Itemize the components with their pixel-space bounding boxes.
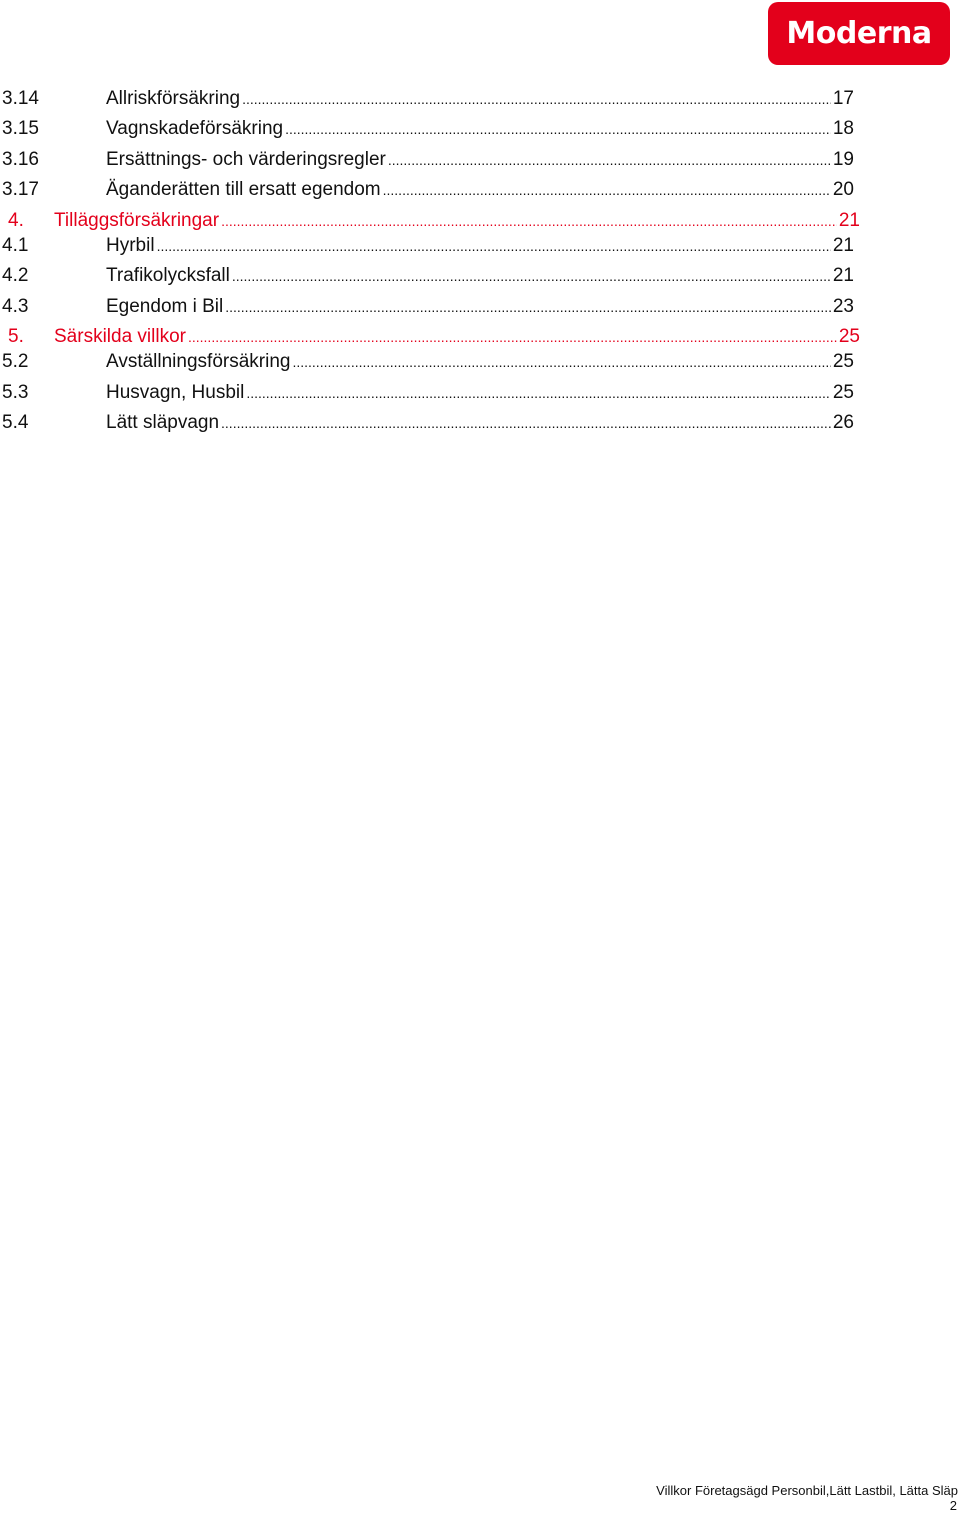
toc-page-number: 23 [832,296,854,317]
footer-page-number: 2 [949,1498,957,1513]
toc-row[interactable] [0,347,860,377]
toc-row[interactable] [0,231,860,261]
toc-number: 4. [8,210,24,231]
toc-row[interactable] [0,378,860,408]
toc-title: Särskilda villkor [54,326,186,347]
logo-text: Moderna [786,16,932,51]
toc-title: Avställningsförsäkring [106,351,291,372]
toc-page-number: 26 [832,412,854,433]
toc-row[interactable] [0,84,860,114]
toc-page-number: 21 [832,265,854,286]
toc-number: 5.4 [2,412,29,433]
toc-title: Ersättnings- och värderingsregler [106,149,386,170]
toc-leader-dots [388,145,831,175]
toc-page-number: 19 [832,149,854,170]
toc-number: 3.15 [2,118,39,139]
toc-row[interactable] [0,408,860,438]
toc-row[interactable] [0,145,860,175]
toc-number: 5. [8,326,24,347]
toc-leader-dots [242,84,831,114]
moderna-logo [768,2,950,65]
toc-number: 3.14 [2,88,39,109]
toc-page-number: 20 [832,179,854,200]
toc-title: Vagnskadeförsäkring [106,118,284,139]
toc-title: Hyrbil [106,235,155,256]
toc-number: 3.16 [2,149,39,170]
toc-row[interactable] [0,292,860,322]
toc-page-number: 21 [838,210,860,231]
toc-row[interactable] [0,114,860,144]
toc-page-number: 25 [832,351,854,372]
toc-title: Tilläggsförsäkringar [54,210,220,231]
toc-leader-dots [157,231,831,261]
toc-number: 5.2 [2,351,29,372]
toc-page-number: 21 [832,235,854,256]
footer-document-title: Villkor Företagsägd Personbil,Lätt Lastbil, Lätta Släp [656,1483,958,1498]
toc-page-number: 25 [832,382,854,403]
toc-row[interactable] [0,261,860,291]
toc-title: Egendom i Bil [106,296,224,317]
toc-page-number: 25 [838,326,860,347]
toc-number: 4.3 [2,296,29,317]
toc-leader-dots [292,347,830,377]
toc-number: 4.1 [2,235,29,256]
toc-leader-dots [383,175,831,205]
toc-row[interactable] [0,175,860,205]
toc-leader-dots [221,408,831,438]
toc-page-number: 17 [832,88,854,109]
toc-title: Allriskförsäkring [106,88,241,109]
toc-leader-dots [285,114,831,144]
toc-number: 5.3 [2,382,29,403]
toc-title: Äganderätten till ersatt egendom [106,179,381,200]
toc-leader-dots [246,378,831,408]
toc-title: Trafikolycksfall [106,265,230,286]
toc-number: 3.17 [2,179,39,200]
toc-title: Husvagn, Husbil [106,382,245,403]
toc-page-number: 18 [832,118,854,139]
toc-leader-dots [232,261,831,291]
toc-number: 4.2 [2,265,29,286]
toc-title: Lätt släpvagn [106,412,220,433]
toc-leader-dots [225,292,831,322]
